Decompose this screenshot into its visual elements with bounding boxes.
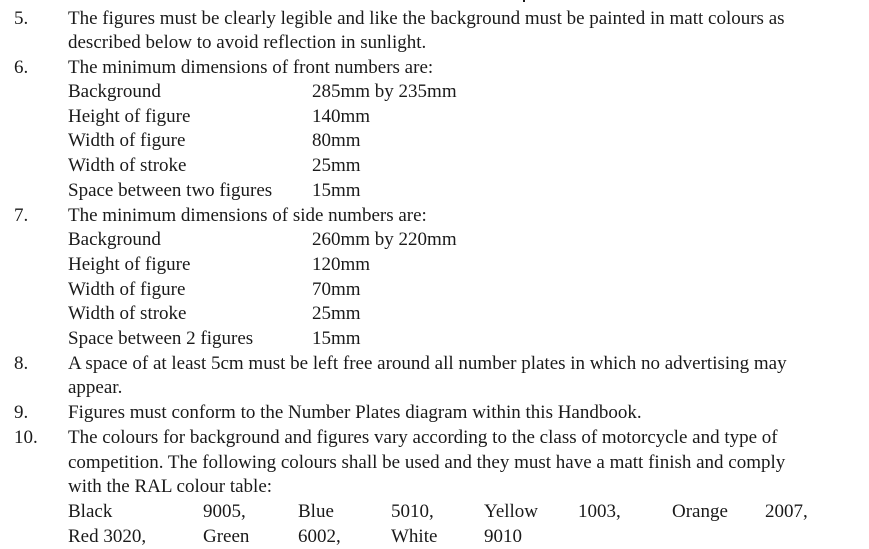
dimension-value: 80mm [312,130,361,151]
item-number: 5. [14,8,29,29]
colour-name: Yellow [484,501,539,522]
item-number: 7. [14,205,29,226]
dimension-label: Space between two figures [68,180,273,201]
dimension-value: 25mm [312,303,361,324]
dimension-value: 120mm [312,254,371,275]
item-intro: The minimum dimensions of side numbers are: [68,205,427,226]
dimension-label: Height of figure [68,254,191,275]
dimension-value: 15mm [312,180,361,201]
colour-code: 1003, [578,501,621,522]
colour-name: Red 3020, [68,526,147,547]
item-intro: The minimum dimensions of front numbers are: [68,57,434,78]
colour-name: White [391,526,438,547]
dimension-label: Background [68,229,161,250]
item-text-line: The colours for background and figures vary according to the class of motorcycle and type of [68,427,778,448]
item-number: 9. [14,402,29,423]
dimension-value: 140mm [312,106,371,127]
item-text-line: Figures must conform to the Number Plates diagram within this Handbook. [68,402,642,423]
item-text-line: The figures must be clearly legible and like the background must be painted in matt colours as [68,8,785,29]
item-text-line: appear. [68,377,123,398]
dimension-value: 285mm by 235mm [312,81,457,102]
item-text-line: A space of at least 5cm must be left free around all number plates in which no advertising may [68,353,787,374]
dimension-value: 260mm by 220mm [312,229,457,250]
colour-name: Green [203,526,250,547]
dimension-label: Height of figure [68,106,191,127]
item-text-line: with the RAL colour table: [68,476,273,497]
stray-mark [523,0,525,2]
dimension-value: 15mm [312,328,361,349]
dimension-value: 70mm [312,279,361,300]
dimension-label: Width of stroke [68,303,187,324]
item-number: 8. [14,353,29,374]
item-number: 10. [14,427,38,448]
colour-name: Orange [672,501,728,522]
colour-code: 9005, [203,501,246,522]
colour-code: 6002, [298,526,341,547]
dimension-label: Width of figure [68,130,186,151]
colour-code: 5010, [391,501,434,522]
dimension-label: Width of stroke [68,155,187,176]
dimension-label: Width of figure [68,279,186,300]
item-text-line: described below to avoid reflection in sunlight. [68,32,427,53]
dimension-label: Background [68,81,161,102]
colour-code: 2007, [765,501,808,522]
dimension-value: 25mm [312,155,361,176]
item-number: 6. [14,57,29,78]
colour-name: Black [68,501,113,522]
item-text-line: competition. The following colours shall be used and they must have a matt finish and comply [68,452,786,473]
dimension-label: Space between 2 figures [68,328,254,349]
colour-name: Blue [298,501,334,522]
colour-code: 9010 [484,526,522,547]
